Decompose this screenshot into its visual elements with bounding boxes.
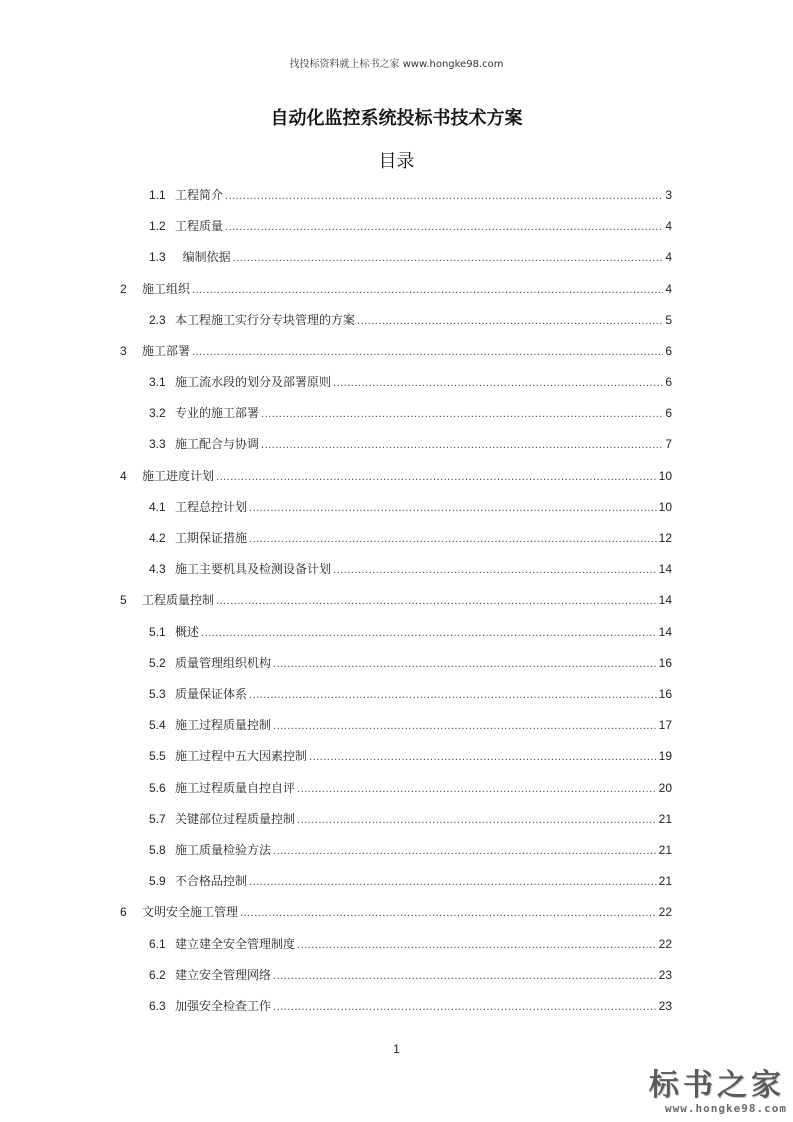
toc-entry-title: 概述 [175, 625, 200, 639]
toc-entry-title: 施工进度计划 [142, 469, 215, 483]
toc-entry[interactable] [149, 624, 672, 640]
toc-entry[interactable] [149, 686, 672, 702]
toc-entry[interactable] [120, 468, 672, 484]
toc-entry-number: 3.1 [149, 375, 166, 389]
toc-entry-page: 14 [658, 562, 672, 576]
toc-entry-page: 23 [658, 999, 672, 1013]
toc-entry-title: 工程简介 [175, 188, 224, 202]
toc-entry-number: 2.3 [149, 313, 166, 327]
toc-leader [240, 905, 657, 921]
document-title: 自动化监控系统投标书技术方案 [270, 108, 523, 129]
toc-entry[interactable] [149, 811, 672, 827]
toc-entry-title: 本工程施工实行分专块管理的方案 [175, 313, 356, 327]
toc-entry-title: 施工过程质量自控自评 [175, 781, 296, 795]
toc-entry[interactable] [149, 842, 672, 858]
toc-entry-number: 1.3 [149, 250, 166, 264]
toc-entry-page: 5 [665, 313, 672, 327]
toc-entry-number: 5.4 [149, 718, 166, 732]
toc-entry-page: 12 [658, 531, 672, 545]
toc-entry[interactable] [149, 655, 672, 671]
toc-leader [216, 469, 657, 485]
toc-entry[interactable] [149, 936, 672, 952]
toc-entry-title: 专业的施工部署 [175, 406, 260, 420]
toc-entry-title: 施工质量检验方法 [175, 843, 272, 857]
toc-entry-page: 21 [658, 843, 672, 857]
toc-entry-number: 5.6 [149, 781, 166, 795]
toc-entry[interactable] [120, 281, 672, 297]
toc-entry-title: 编制依据 [175, 250, 231, 264]
toc-leader [225, 188, 663, 204]
toc-entry-title: 建立安全管理网络 [175, 968, 272, 982]
toc-entry[interactable] [120, 343, 672, 359]
toc-leader [261, 437, 663, 453]
toc-leader [273, 999, 657, 1015]
brand-logo [633, 1058, 793, 1122]
toc-entry[interactable] [149, 530, 672, 546]
logo-url: www.hongke98.com [665, 1102, 787, 1115]
toc-entry-title: 施工过程质量控制 [175, 718, 272, 732]
toc-leader [249, 874, 657, 890]
toc-entry-title: 工程质量控制 [142, 593, 215, 607]
toc-entry-number: 1.2 [149, 219, 166, 233]
toc-entry[interactable] [149, 218, 672, 234]
toc-leader [357, 313, 663, 329]
toc-leader [249, 687, 657, 703]
toc-entry[interactable] [149, 312, 672, 328]
toc-leader [297, 781, 657, 797]
toc-entry-page: 16 [658, 687, 672, 701]
toc-entry[interactable] [149, 374, 672, 390]
toc-entry-number: 4.1 [149, 500, 166, 514]
toc-entry-number: 4.3 [149, 562, 166, 576]
toc-entry-number: 5 [120, 593, 127, 607]
toc-entry-page: 16 [658, 656, 672, 670]
toc-entry-number: 4 [120, 469, 127, 483]
toc-entry[interactable] [149, 561, 672, 577]
toc-entry-page: 6 [665, 406, 672, 420]
toc-entry-page: 4 [665, 219, 672, 233]
toc-entry-title: 施工流水段的划分及部署原则 [175, 375, 332, 389]
toc-entry-title: 不合格品控制 [175, 874, 248, 888]
toc-entry-page: 6 [665, 344, 672, 358]
toc-leader [297, 812, 657, 828]
toc-entry-number: 3.3 [149, 437, 166, 451]
toc-entry-number: 5.7 [149, 812, 166, 826]
toc-entry-page: 21 [658, 874, 672, 888]
toc-entry[interactable] [149, 780, 672, 796]
toc-entry-number: 3 [120, 344, 127, 358]
toc-leader [273, 656, 657, 672]
toc-entry[interactable] [149, 405, 672, 421]
toc-entry-title: 施工主要机具及检测设备计划 [175, 562, 332, 576]
toc-entry-number: 6.1 [149, 937, 166, 951]
page-number: 1 [393, 1042, 400, 1056]
toc-entry-page: 21 [658, 812, 672, 826]
toc-entry[interactable] [120, 592, 672, 608]
toc-entry-title: 施工配合与协调 [175, 437, 260, 451]
toc-entry[interactable] [149, 499, 672, 515]
toc-leader [225, 219, 663, 235]
toc-entry[interactable] [149, 187, 672, 203]
toc-entry-page: 10 [658, 500, 672, 514]
toc-leader [333, 375, 663, 391]
toc-entry-title: 工程总控计划 [175, 500, 248, 514]
toc-entry-title: 工程质量 [175, 219, 224, 233]
toc-entry[interactable] [149, 998, 672, 1014]
toc-entry-number: 5.2 [149, 656, 166, 670]
toc-leader [233, 250, 664, 266]
toc-leader [249, 500, 657, 516]
toc-leader [309, 749, 657, 765]
toc-entry-number: 6.2 [149, 968, 166, 982]
toc-entry-title: 文明安全施工管理 [142, 905, 239, 919]
toc-leader [273, 843, 657, 859]
toc-leader [297, 937, 657, 953]
page-header: 找投标资料就上标书之家 www.hongke98.com [289, 59, 504, 70]
toc-entry-number: 5.5 [149, 749, 166, 763]
toc-entry-number: 5.3 [149, 687, 166, 701]
toc-leader [192, 344, 663, 360]
toc-entry-title: 施工组织 [142, 282, 191, 296]
toc-leader [192, 282, 663, 298]
toc-entry-page: 4 [665, 250, 672, 264]
toc-entry[interactable] [149, 249, 672, 265]
toc-entry-number: 2 [120, 282, 127, 296]
toc-entry-number: 1.1 [149, 188, 166, 202]
toc-leader [216, 593, 657, 609]
toc-entry-title: 质量保证体系 [175, 687, 248, 701]
toc-entry-page: 19 [658, 749, 672, 763]
logo-text: 标书之家 [649, 1068, 785, 1103]
toc-entry-title: 加强安全检查工作 [175, 999, 272, 1013]
toc-entry-number: 5.9 [149, 874, 166, 888]
toc-entry-number: 5.8 [149, 843, 166, 857]
toc-entry[interactable] [149, 967, 672, 983]
toc-entry-page: 14 [658, 593, 672, 607]
toc-entry-number: 3.2 [149, 406, 166, 420]
toc-entry-title: 施工过程中五大因素控制 [175, 749, 308, 763]
toc-leader [273, 968, 657, 984]
toc-leader [249, 531, 657, 547]
toc-entry[interactable] [149, 717, 672, 733]
toc-entry-number: 6 [120, 905, 127, 919]
toc-entry-page: 7 [665, 437, 672, 451]
toc-leader [201, 625, 657, 641]
toc-heading: 目录 [378, 151, 415, 172]
toc-entry-number: 6.3 [149, 999, 166, 1013]
toc-entry-title: 关键部位过程质量控制 [175, 812, 296, 826]
toc-entry-number: 4.2 [149, 531, 166, 545]
toc-entry-number: 5.1 [149, 625, 166, 639]
toc-entry-page: 14 [658, 625, 672, 639]
toc-entry-page: 22 [658, 937, 672, 951]
toc-entry[interactable] [149, 748, 672, 764]
toc-leader [333, 562, 657, 578]
toc-entry[interactable] [149, 436, 672, 452]
toc-entry-page: 22 [658, 905, 672, 919]
toc-entry[interactable] [120, 904, 672, 920]
toc-leader [273, 718, 657, 734]
toc-entry-page: 17 [658, 718, 672, 732]
toc-leader [261, 406, 663, 422]
toc-entry-page: 3 [665, 188, 672, 202]
toc-entry-page: 23 [658, 968, 672, 982]
toc-entry-page: 20 [658, 781, 672, 795]
toc-entry[interactable] [149, 873, 672, 889]
toc-entry-page: 6 [665, 375, 672, 389]
toc-entry-title: 工期保证措施 [175, 531, 248, 545]
toc-entry-title: 建立建全安全管理制度 [175, 937, 296, 951]
toc-entry-page: 4 [665, 282, 672, 296]
toc-entry-page: 10 [658, 469, 672, 483]
toc-entry-title: 质量管理组织机构 [175, 656, 272, 670]
toc-entry-title: 施工部署 [142, 344, 191, 358]
